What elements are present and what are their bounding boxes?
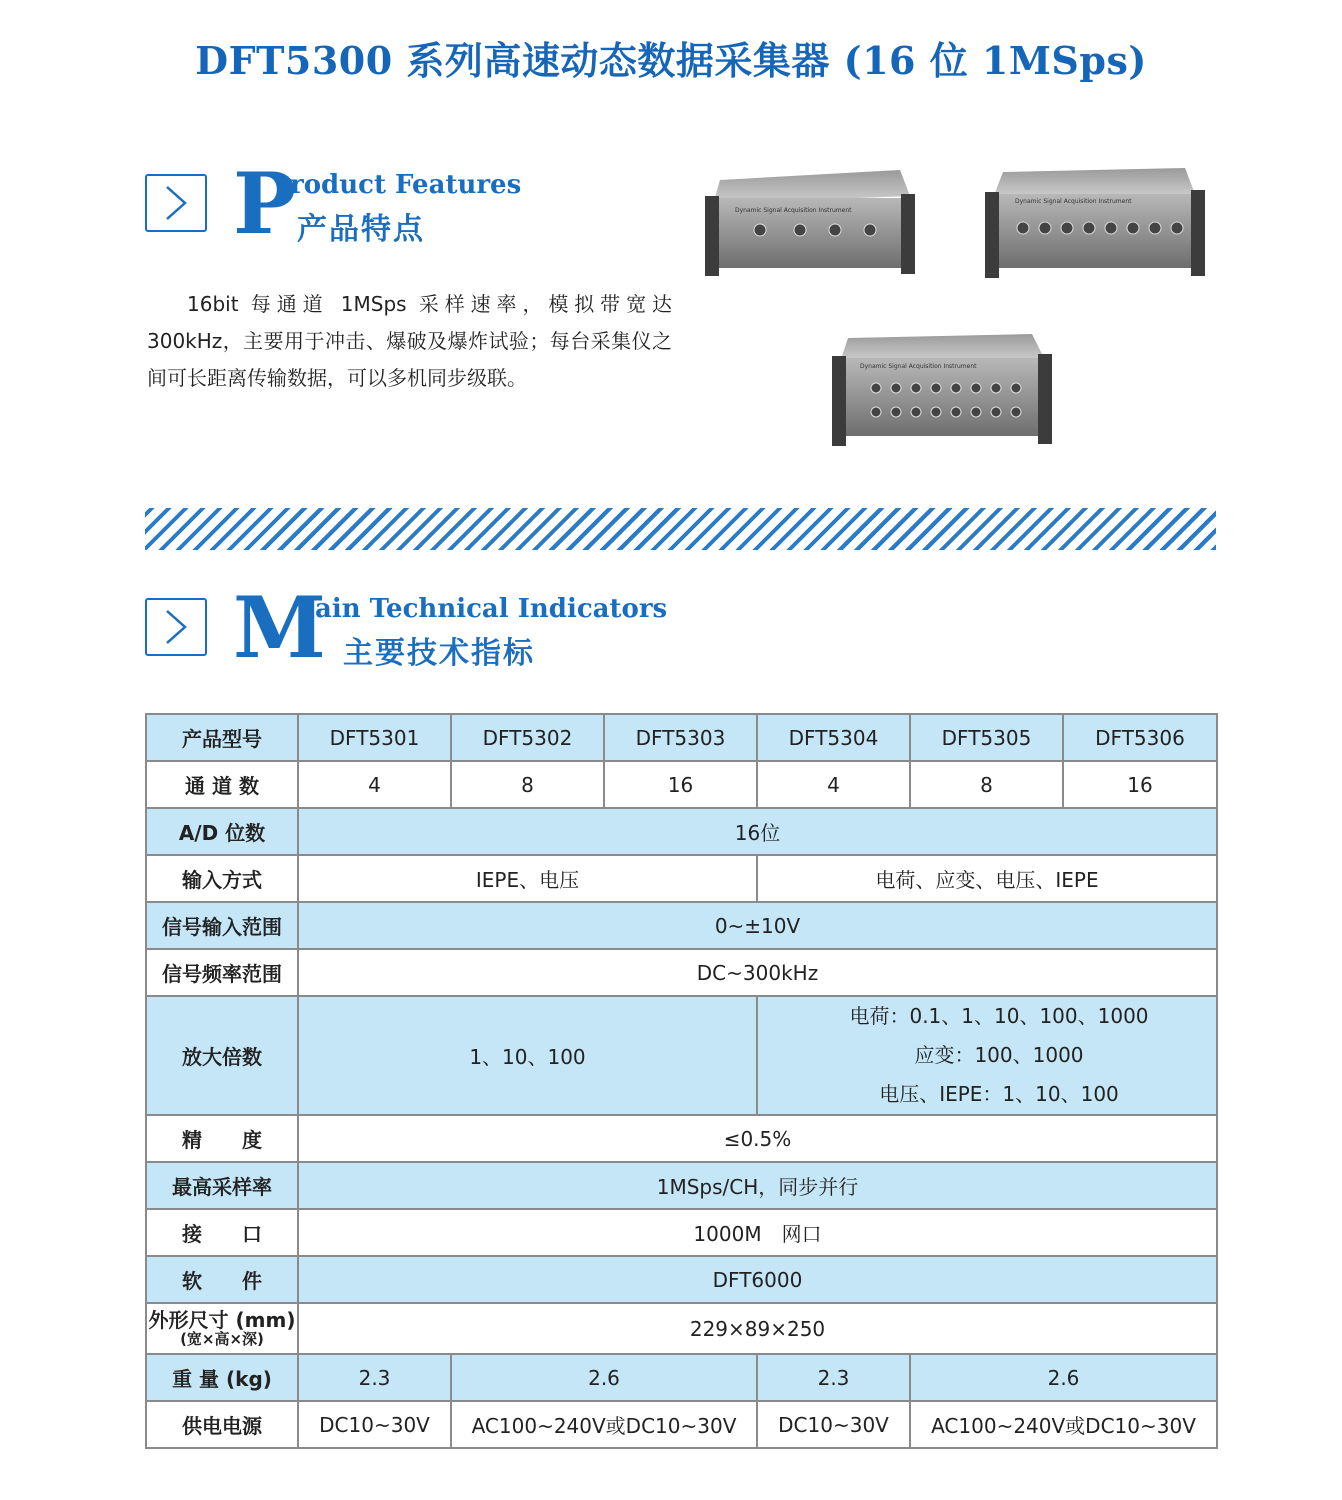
- value-cell: 229×89×250: [298, 1303, 1217, 1354]
- features-description: [147, 286, 672, 397]
- row-label: [146, 1303, 298, 1354]
- weight-cell: 2.3: [298, 1354, 451, 1401]
- channel-cell: 16: [604, 761, 757, 808]
- row-label: 放大倍数: [146, 996, 298, 1115]
- gain-line: 电荷：0.1、1、10、100、1000: [849, 1004, 1149, 1028]
- row-label: 重 量 (kg): [146, 1354, 298, 1401]
- table-row: [146, 1303, 1217, 1354]
- table-row: [146, 1354, 1217, 1401]
- page-title: DFT5300 系列高速动态数据采集器 (16 位 1MSps): [195, 38, 1147, 83]
- value-cell: 电荷、应变、电压、IEPE: [757, 855, 1217, 902]
- row-label: 信号输入范围: [146, 902, 298, 949]
- power-cell: DC10~30V: [757, 1401, 910, 1448]
- power-cell: AC100~240V或DC10~30V: [910, 1401, 1217, 1448]
- table-row: [146, 1256, 1217, 1303]
- channel-cell: 8: [451, 761, 604, 808]
- row-label: 软 件: [146, 1256, 298, 1303]
- row-label: 接 口: [146, 1209, 298, 1256]
- row-label: 产品型号: [146, 714, 298, 761]
- device-image-4ch: [705, 168, 915, 276]
- table-row: [146, 1401, 1217, 1448]
- device-image-16ch: [832, 332, 1054, 446]
- features-title-en: roduct Features: [290, 170, 522, 200]
- model-cell: DFT5306: [1063, 714, 1217, 761]
- gain-line: 电压、IEPE：1、10、100: [879, 1082, 1119, 1106]
- row-label: 最高采样率: [146, 1162, 298, 1209]
- power-cell: DC10~30V: [298, 1401, 451, 1448]
- channel-cell: 8: [910, 761, 1063, 808]
- row-label: 通 道 数: [146, 761, 298, 808]
- channel-cell: 16: [1063, 761, 1217, 808]
- weight-cell: 2.3: [757, 1354, 910, 1401]
- table-row: [146, 996, 1217, 1115]
- chevron-right-icon: [163, 608, 189, 646]
- table-row: [146, 1115, 1217, 1162]
- value-cell: 1、10、100: [298, 996, 757, 1115]
- indicators-big-letter: M: [233, 578, 326, 677]
- table-row: [146, 902, 1217, 949]
- model-cell: DFT5303: [604, 714, 757, 761]
- table-row: [146, 855, 1217, 902]
- value-cell: 1000M 网口: [298, 1209, 1217, 1256]
- channel-cell: 4: [298, 761, 451, 808]
- row-label: 输入方式: [146, 855, 298, 902]
- value-cell: DFT6000: [298, 1256, 1217, 1303]
- size-sub-label: (宽×高×深): [180, 1329, 264, 1348]
- model-cell: DFT5302: [451, 714, 604, 761]
- gain-list-cell: [757, 996, 1217, 1115]
- table-row: [146, 808, 1217, 855]
- decorative-stripe-divider: [145, 508, 1216, 550]
- features-heading: [145, 154, 525, 253]
- value-cell: IEPE、电压: [298, 855, 757, 902]
- chevron-right-icon: [163, 184, 189, 222]
- row-label: 精 度: [146, 1115, 298, 1162]
- channel-cell: 4: [757, 761, 910, 808]
- value-cell: DC~300kHz: [298, 949, 1217, 996]
- features-big-letter: P: [233, 154, 297, 253]
- chevron-box: [145, 598, 207, 656]
- table-row: [146, 714, 1217, 761]
- model-cell: DFT5301: [298, 714, 451, 761]
- size-label: 外形尺寸 (mm): [148, 1307, 296, 1332]
- device-label: Dynamic Signal Acquisition Instrument: [735, 207, 852, 214]
- value-cell: ≤0.5%: [298, 1115, 1217, 1162]
- device-label: Dynamic Signal Acquisition Instrument: [860, 363, 977, 370]
- device-image-8ch: [985, 166, 1207, 278]
- indicators-title-cn: 主要技术指标: [343, 636, 535, 671]
- row-label: 信号频率范围: [146, 949, 298, 996]
- model-cell: DFT5305: [910, 714, 1063, 761]
- device-label: Dynamic Signal Acquisition Instrument: [1015, 198, 1132, 205]
- model-cell: DFT5304: [757, 714, 910, 761]
- weight-cell: 2.6: [451, 1354, 757, 1401]
- row-label: A/D 位数: [146, 808, 298, 855]
- gain-line: 应变：100、1000: [914, 1043, 1084, 1067]
- features-paragraph: 16bit 每通道 1MSps 采样速率，模拟带宽达 300kHz，主要用于冲击、爆破及爆炸试验；每台采集仪之间可长距离传输数据，可以多机同步级联。: [147, 292, 672, 390]
- power-cell: AC100~240V或DC10~30V: [451, 1401, 757, 1448]
- features-title-cn: 产品特点: [297, 212, 425, 247]
- row-label: 供电电源: [146, 1401, 298, 1448]
- weight-cell: 2.6: [910, 1354, 1217, 1401]
- spec-table: [145, 713, 1218, 1449]
- value-cell: 16位: [298, 808, 1217, 855]
- table-row: [146, 1162, 1217, 1209]
- value-cell: 1MSps/CH，同步并行: [298, 1162, 1217, 1209]
- chevron-box: [145, 174, 207, 232]
- value-cell: 0~±10V: [298, 902, 1217, 949]
- indicators-heading: [145, 578, 668, 677]
- indicators-title-en: ain Technical Indicators: [315, 594, 668, 624]
- table-row: [146, 761, 1217, 808]
- table-row: [146, 949, 1217, 996]
- table-row: [146, 1209, 1217, 1256]
